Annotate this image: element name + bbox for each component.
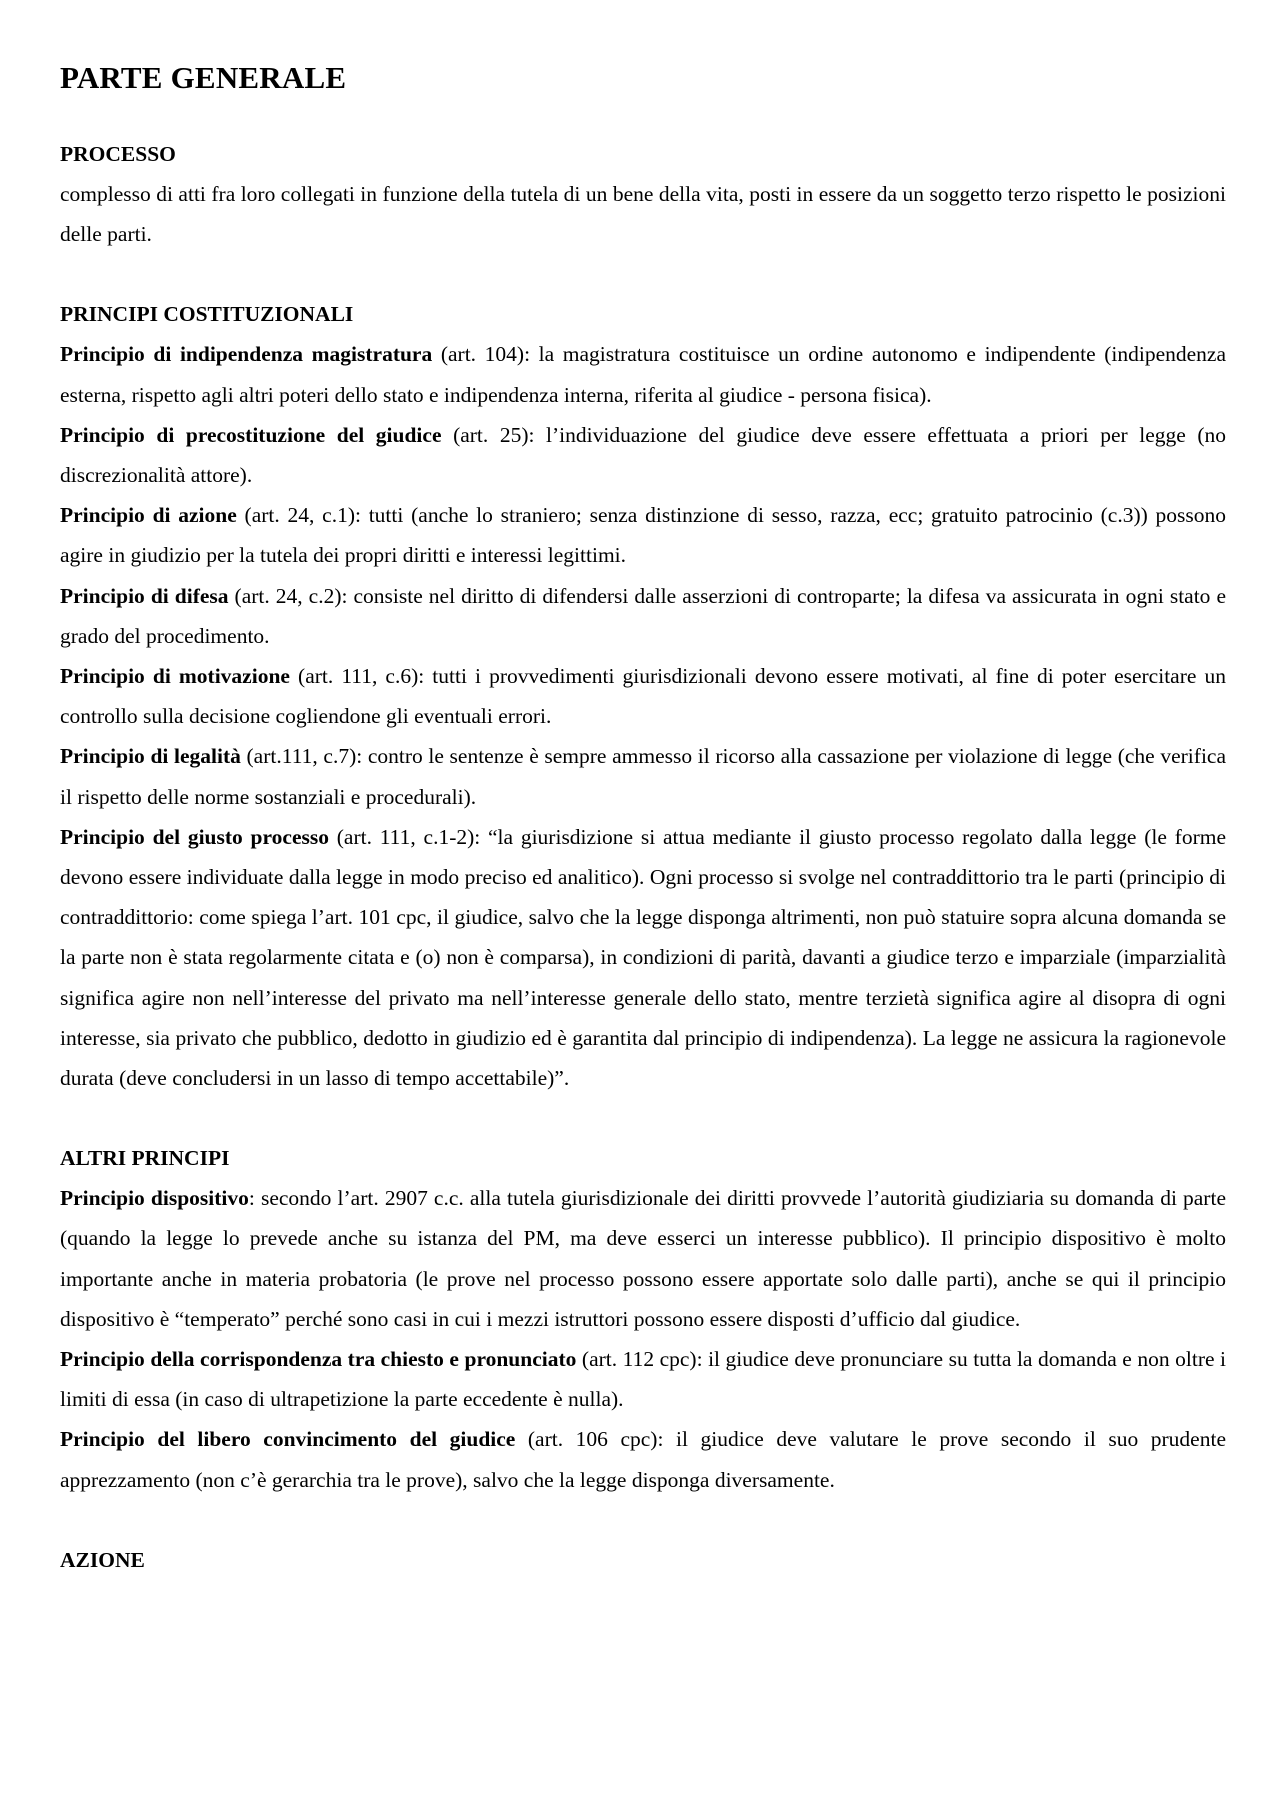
spacer (60, 1500, 1226, 1540)
principle-paragraph (60, 1419, 1226, 1499)
principle-paragraph (60, 415, 1226, 495)
principle-text: (art. 111, c.6): tutti i provvedimenti giurisdizionali devono essere motivati, al fine di poter esercitare un controllo sulla decisione cogliendone gli eventuali errori. (60, 664, 1226, 729)
principle-term: Principio di indipendenza magistratura (60, 342, 433, 367)
principle-paragraph (60, 576, 1226, 656)
principle-text: : secondo l’art. 2907 c.c. alla tutela giurisdizionale dei diritti provvede l’autorità giudiziaria su domanda di parte (quando la legge lo prevede anche su istanza del PM, ma deve esserci un interesse pubblico). Il principio dispositivo è molto importante anche in materia probatoria (le prove nel processo possono essere apportate solo dalle parti), anche se qui il principio dispositivo è “temperato” perché sono casi in cui i mezzi istruttori possono essere disposti d’ufficio dal giudice. (60, 1186, 1226, 1331)
section-heading-altri-principi: ALTRI PRINCIPI (60, 1146, 230, 1171)
section-heading-processo: PROCESSO (60, 142, 176, 166)
section-heading-principi-costituzionali: PRINCIPI COSTITUZIONALI (60, 302, 354, 327)
section-heading-azione: AZIONE (60, 1547, 145, 1572)
principle-text: (art. 104): la magistratura costituisce un ordine autonomo e indipendente (indipendenza esterna, rispetto agli altri poteri dello stato e indipendenza interna, riferita al giudice - persona fisica). (60, 342, 1226, 407)
page-title: PARTE GENERALE (60, 60, 347, 95)
principle-paragraph (60, 1178, 1226, 1339)
principle-term: Principio della corrispondenza tra chiesto e pronunciato (60, 1347, 577, 1372)
principle-term: Principio di motivazione (60, 664, 290, 689)
principle-text: (art. 24, c.1): tutti (anche lo straniero; senza distinzione di sesso, razza, ecc; gratuito patrocinio (c.3)) possono agire in giudizio per la tutela dei propri diritti e interessi legittimi. (60, 503, 1227, 568)
principle-term: Principio di difesa (60, 583, 229, 608)
principle-paragraph (60, 334, 1226, 414)
spacer (60, 1098, 1226, 1138)
principle-text: (art. 111, c.1-2): “la giurisdizione si attua mediante il giusto processo regolato dalla legge (le forme devono essere individuate dalla legge in modo preciso ed analitico). Ogni processo si svolge nel contraddittorio tra le parti (principio di contraddittorio: come spiega l’art. 101 cpc, il giudice, salvo che la legge disponga altrimenti, non può statuire sopra alcuna domanda se la parte non è stata regolarmente citata e (o) non è comparsa), in condizioni di parità, davanti a giudice terzo e imparziale (imparzialità significa agire non nell’interesse del privato ma nell’interesse generale dello stato, mentre terzietà significa agire al disopra di ogni interesse, sia privato che pubblico, dedotto in giudizio ed è garantita dal principio di indipendenza). La legge ne assicura la ragionevole durata (deve concludersi in un lasso di tempo accettabile)”. (60, 824, 1226, 1091)
principle-term: Principio dispositivo (60, 1186, 249, 1211)
processo-definition: complesso di atti fra loro collegati in funzione della tutela di un bene della vita, posti in essere da un soggetto terzo rispetto le posizioni delle parti. (60, 182, 1226, 247)
spacer (60, 254, 1226, 294)
principle-paragraph (60, 656, 1226, 736)
document-page (60, 56, 1226, 1580)
principle-term: Principio del libero convincimento del giudice (60, 1427, 516, 1452)
principle-term: Principio del giusto processo (60, 824, 329, 849)
principle-paragraph (60, 495, 1226, 575)
spacer (60, 100, 1226, 134)
principle-text: (art. 24, c.2): consiste nel diritto di difendersi dalle asserzioni di controparte; la difesa va assicurata in ogni stato e grado del procedimento. (60, 583, 1226, 648)
principle-text: (art.111, c.7): contro le sentenze è sempre ammesso il ricorso alla cassazione per violazione di legge (che verifica il rispetto delle norme sostanziali e procedurali). (60, 744, 1227, 809)
principle-paragraph (60, 1339, 1226, 1419)
principle-text: (art. 106 cpc): il giudice deve valutare le prove secondo il suo prudente apprezzamento (non c’è gerarchia tra le prove), salvo che la legge disponga diversamente. (60, 1427, 1226, 1492)
principle-paragraph (60, 817, 1226, 1098)
principle-term: Principio di azione (60, 503, 237, 528)
principle-text: (art. 25): l’individuazione del giudice deve essere effettuata a priori per legge (no discrezionalità attore). (60, 422, 1227, 488)
principle-term: Principio di legalità (60, 744, 241, 769)
principle-text: (art. 112 cpc): il giudice deve pronunciare su tutta la domanda e non oltre i limiti di essa (in caso di ultrapetizione la parte eccedente è nulla). (60, 1347, 1226, 1412)
principle-paragraph (60, 736, 1226, 816)
principle-term: Principio di precostituzione del giudice (60, 422, 442, 447)
